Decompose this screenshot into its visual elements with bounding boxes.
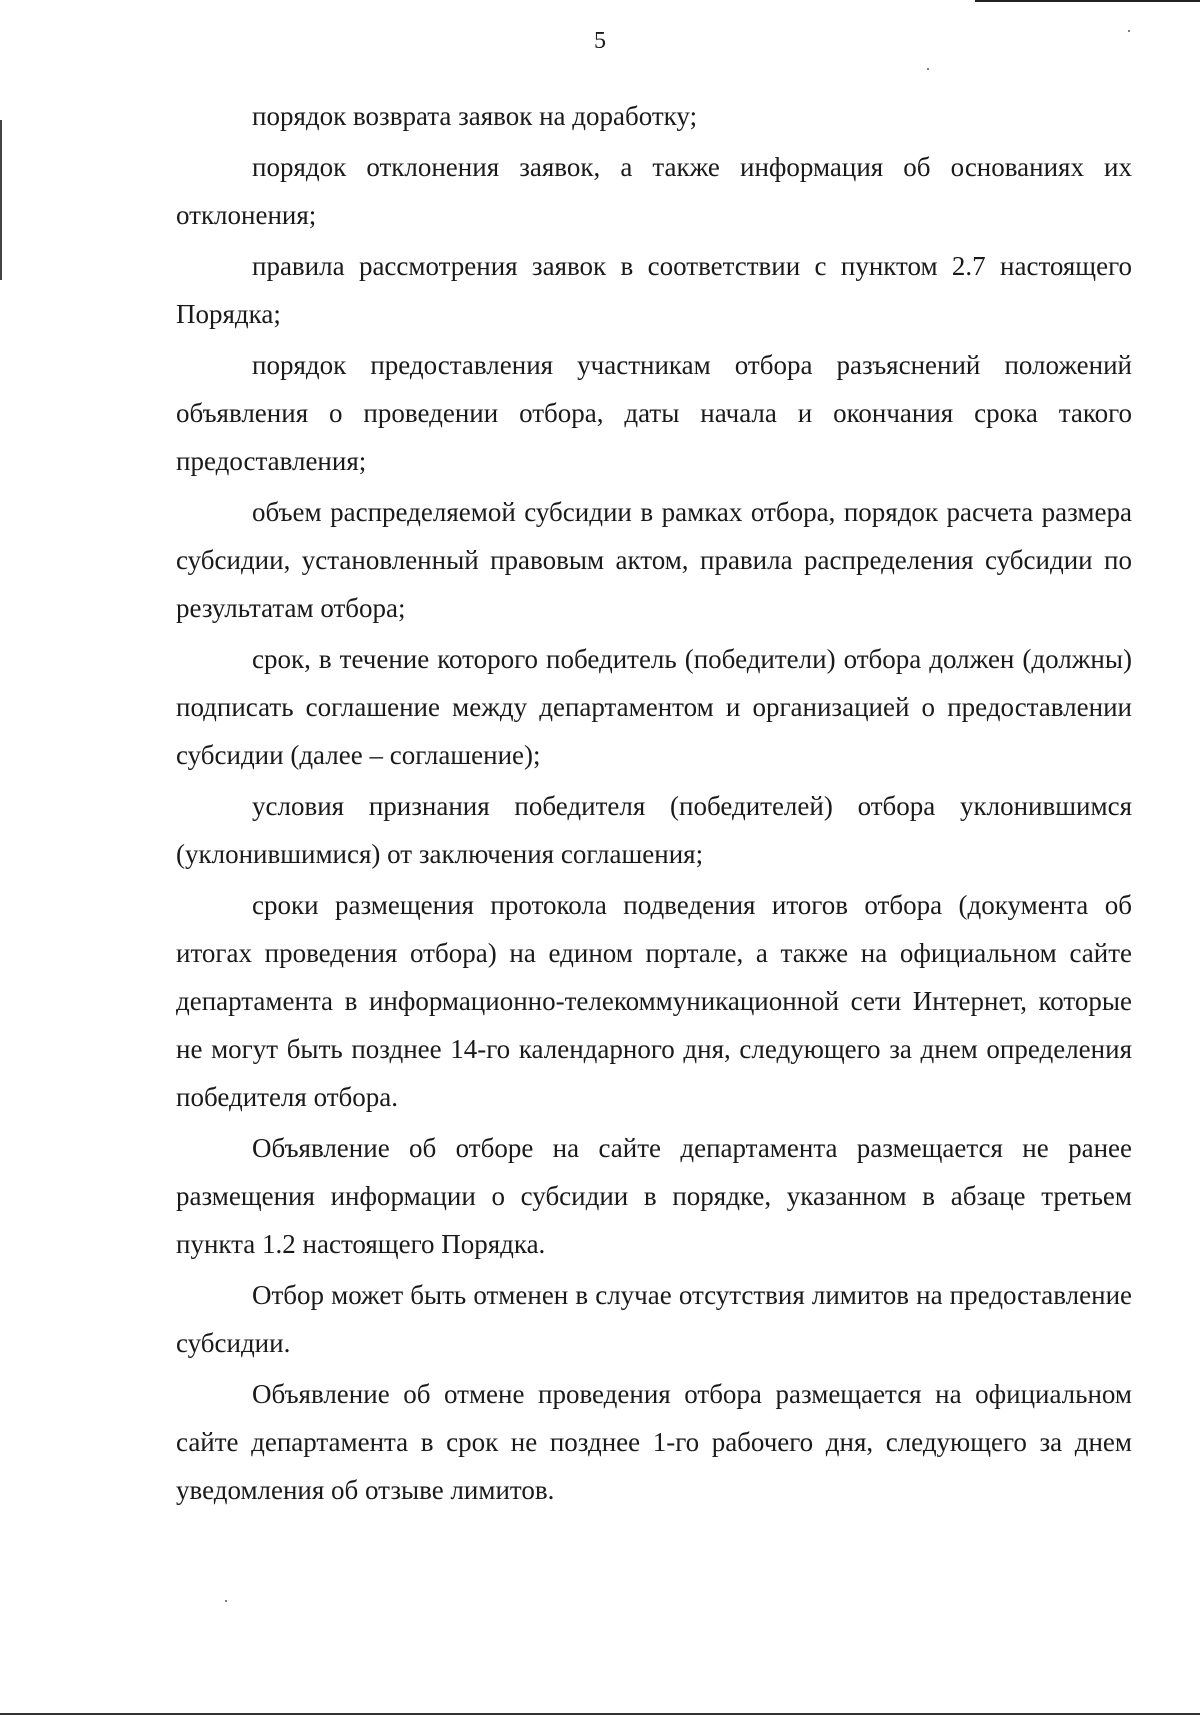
paragraph: порядок отклонения заявок, а также информация об основаниях их отклонения; <box>176 152 1132 230</box>
document-body <box>176 92 1132 1517</box>
paragraph: объем распределяемой субсидии в рамках отбора, порядок расчета размера субсидии, установленный правовым актом, правила распределения субсидии по результатам отбора; <box>176 497 1132 623</box>
scan-artifact-left-edge <box>0 120 2 280</box>
scan-speck <box>927 68 929 70</box>
paragraph: порядок возврата заявок на доработку; <box>252 101 698 131</box>
scan-artifact-top-line <box>975 0 1200 2</box>
paragraph: сроки размещения протокола подведения итогов отбора (документа об итогах проведения отбора) на едином портале, а также на официальном сайте департамента в информационно-телекоммуникационной сети Интернет, которые не могут быть позднее 14-го календарного дня, следующего за днем определения победителя отбора. <box>176 890 1132 1112</box>
paragraph: Отбор может быть отменен в случае отсутствия лимитов на предоставление субсидии. <box>176 1280 1132 1358</box>
scan-speck <box>225 1600 227 1602</box>
paragraph: порядок предоставления участникам отбора разъяснений положений объявления о проведении отбора, даты начала и окончания срока такого предоставления; <box>176 350 1132 476</box>
paragraph: Объявление об отборе на сайте департамента размещается не ранее размещения информации о субсидии в порядке, указанном в абзаце третьем пункта 1.2 настоящего Порядка. <box>176 1133 1132 1259</box>
paragraph: Объявление об отмене проведения отбора размещается на официальном сайте департамента в срок не позднее 1-го рабочего дня, следующего за днем уведомления об отзыве лимитов. <box>176 1379 1132 1505</box>
paragraph: условия признания победителя (победителей) отбора уклонившимся (уклонившимися) от заключения соглашения; <box>176 791 1132 869</box>
page-number: 5 <box>594 28 606 54</box>
paragraph: правила рассмотрения заявок в соответствии с пунктом 2.7 настоящего Порядка; <box>176 251 1132 329</box>
paragraph: срок, в течение которого победитель (победители) отбора должен (должны) подписать соглашение между департаментом и организацией о предоставлении субсидии (далее – соглашение); <box>176 644 1132 770</box>
